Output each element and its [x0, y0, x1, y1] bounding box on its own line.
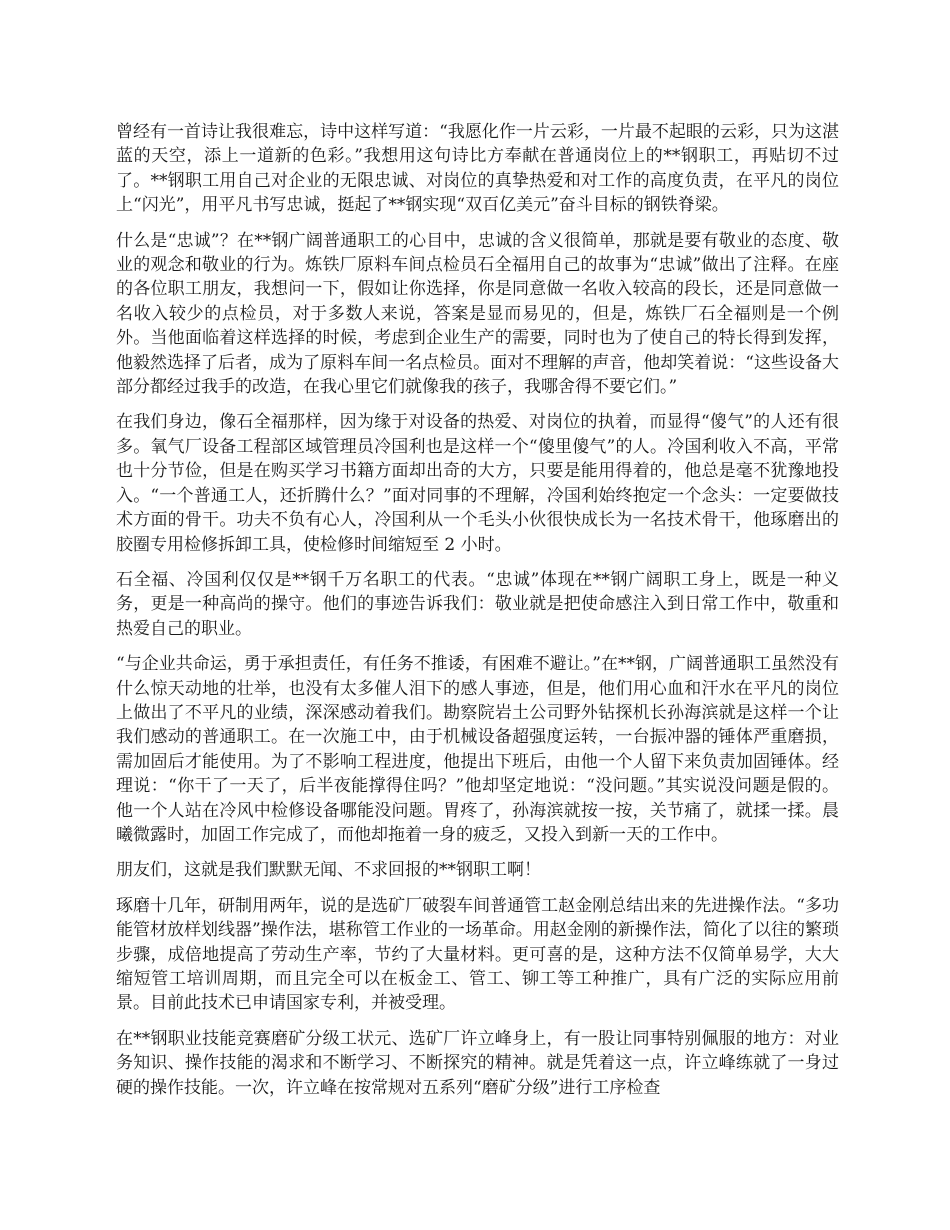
paragraph-6: 朋友们，这就是我们默默无闻、不求回报的**钢职工啊！: [116, 860, 541, 881]
paragraph-4: 石全福、冷国利仅仅是**钢千万名职工的代表。“忠诚”体现在**钢广阔职工身上，既是一种义务，更是一种高尚的操守。他们的事迹告诉我们：敬业就是把使命感注入到日常工作中，敬重和热爱自己的职业。: [116, 569, 839, 639]
paragraph-3: 在我们身边，像石全福那样，因为缘于对设备的热爱、对岗位的执着，而显得“傻气”的人还有很多。氧气厂设备工程部区域管理员冷国利也是这样一个“傻里傻气”的人。冷国利收入不高，平常也十分节俭，但是在购买学习书籍方面却出奇的大方，只要是能用得着的，他总是毫不犹豫地投入。“一个普通工人，还折腾什么？”面对同事的不理解，冷国利始终抱定一个念头：一定要做技术方面的骨干。功夫不负有心人，冷国利从一个毛头小伙很快成长为一名技术骨干，他琢磨出的胶圈专用检修拆卸工具，使检修时间缩短至 2 小时。: [116, 412, 839, 555]
paragraph-1: 曾经有一首诗让我很难忘，诗中这样写道：“我愿化作一片云彩，一片最不起眼的云彩，只为这湛蓝的天空，添上一道新的色彩。”我想用这句诗比方奉献在普通岗位上的**钢职工，再贴切不过了。**钢职工用自己对企业的无限忠诚、对岗位的真挚热爱和对工作的高度负责，在平凡的岗位上“闪光”，用平凡书写忠诚，挺起了**钢实现“双百亿美元”奋斗目标的钢铁脊梁。: [116, 122, 839, 216]
paragraph-7: 琢磨十几年，研制用两年，说的是选矿厂破裂车间普通管工赵金刚总结出来的先进操作法。“多功能管材放样划线器”操作法，堪称管工作业的一场革命。用赵金刚的新操作法，简化了以往的繁琐步骤，成倍地提高了劳动生产率，节约了大量材料。更可喜的是，这种方法不仅简单易学，大大缩短管工培训周期，而且完全可以在板金工、管工、铆工等工种推广，具有广泛的实际应用前景。目前此技术已申请国家专利，并被受理。: [116, 895, 839, 1014]
document-body: [116, 120, 839, 1111]
paragraph-2: 什么是“忠诚”？在**钢广阔普通职工的心目中，忠诚的含义很简单，那就是要有敬业的态度、敬业的观念和敬业的行为。炼铁厂原料车间点检员石全福用自己的故事为“忠诚”做出了注释。在座的各位职工朋友，我想问一下，假如让你选择，你是同意做一名收入较高的段长，还是同意做一名收入较少的点检员，对于多数人来说，答案是显而易见的，但是，炼铁厂石全福则是一个例外。当他面临着这样选择的时候，考虑到企业生产的需要，同时也为了使自己的特长得到发挥，他毅然选择了后者，成为了原料车间一名点检员。面对不理解的声音，他却笑着说：“这些设备大部分都经过我手的改造，在我心里它们就像我的孩子，我哪舍得不要它们。”: [116, 230, 839, 398]
paragraph-5: “与企业共命运，勇于承担责任，有任务不推诿，有困难不避让。”在**钢，广阔普通职工虽然没有什么惊天动地的壮举，也没有太多催人泪下的感人事迹，但是，他们用心血和汗水在平凡的岗位上做出了不平凡的业绩，深深感动着我们。勘察院岩土公司野外钻探机长孙海滨就是这样一个让我们感动的普通职工。在一次施工中，由于机械设备超强度运转，一台振冲器的锤体严重磨损，需加固后才能使用。为了不影响工程进度，他提出下班后，由他一个人留下来负责加固锤体。经理说：“你干了一天了，后半夜能撑得住吗？”他却坚定地说：“没问题。”其实说没问题是假的。他一个人站在冷风中检修设备哪能没问题。胃疼了，孙海滨就按一按，关节痛了，就揉一揉。晨曦微露时，加固工作完成了，而他却拖着一身的疲乏，又投入到新一天的工作中。: [116, 654, 839, 845]
paragraph-8: 在**钢职业技能竞赛磨矿分级工状元、选矿厂许立峰身上，有一股让同事特别佩服的地方：对业务知识、操作技能的渴求和不断学习、不断探究的精神。就是凭着这一点，许立峰练就了一身过硬的操作技能。一次，许立峰在按常规对五系列“磨矿分级”进行工序检查: [116, 1028, 839, 1098]
